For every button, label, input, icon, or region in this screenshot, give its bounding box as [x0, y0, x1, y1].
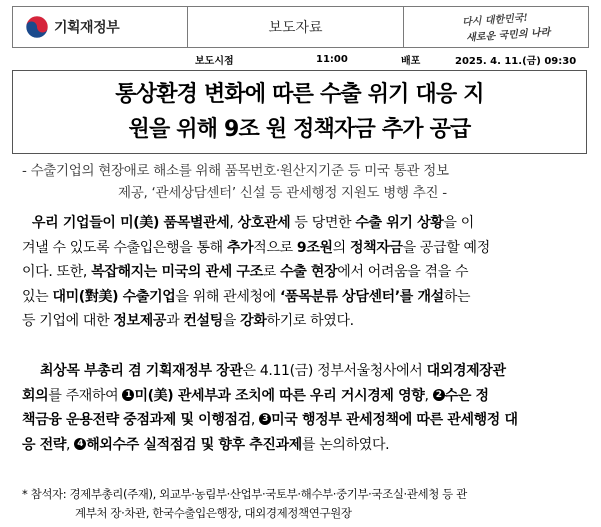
- bold-text-run: 정보제공: [113, 313, 167, 329]
- bold-text-run: 상호관세: [237, 215, 291, 231]
- text-run: 에서 어려움을 겪을 수: [337, 264, 469, 280]
- text-run: 의: [332, 239, 350, 256]
- lead-paragraph: [22, 211, 592, 334]
- bold-text-run: 우리 기업들이 미(美) 품목별관세: [32, 215, 230, 231]
- text-run: ,: [424, 387, 433, 404]
- text-run: 적으로: [253, 239, 297, 256]
- bold-text-run: 수출 현장: [280, 264, 338, 280]
- text-run: 이다. 또한,: [22, 264, 92, 280]
- text-run: 을: [222, 313, 241, 329]
- circled-number-4: 4: [74, 438, 86, 450]
- paragraph-line: [22, 285, 592, 310]
- bold-text-run: 정책자금: [349, 239, 403, 256]
- circled-number-2: 2: [433, 389, 445, 401]
- attendees-note: [22, 485, 592, 523]
- paragraph-line: [22, 309, 592, 334]
- text-run: 과: [166, 313, 184, 329]
- circled-number-1: 1: [122, 389, 134, 401]
- distribution-date: 2025. 4. 11.(금) 09:30: [455, 55, 577, 67]
- ministry-name: 기획재정부: [54, 20, 120, 36]
- ministry-logo: [13, 7, 188, 47]
- bold-text-run: 미(美) 관세부과 조치에 따른 우리 거시경제 영향: [134, 387, 425, 404]
- document-type: 보도자료: [188, 7, 404, 47]
- text-run: 을 이: [443, 215, 474, 231]
- text-run: ,: [66, 436, 75, 453]
- text-run: 을 위해 관세청에: [175, 288, 280, 305]
- press-release-header: [12, 6, 589, 48]
- text-run: 은 4.11(금) 정부서울청사에서: [242, 363, 427, 379]
- release-time-value: 11:00: [316, 53, 348, 65]
- text-run: ,: [229, 215, 238, 231]
- text-run: 하기로 하였다.: [266, 313, 354, 329]
- bold-text-run: 응 전략: [22, 436, 67, 453]
- paragraph-line: [22, 384, 592, 409]
- text-run: 있는: [22, 288, 53, 305]
- slogan-line-1: 다시 대한민국!: [461, 12, 529, 29]
- text-run: 을 공급할 예정: [402, 239, 490, 256]
- bold-text-run: 추가: [226, 239, 254, 256]
- headline-line-1: 통상환경 변화에 따른 수출 위기 대응 지: [115, 82, 484, 107]
- paragraph-line: [22, 260, 592, 285]
- text-run: 로: [262, 264, 281, 280]
- attendees-note-line-1: * 참석자: 경제부총리(주재), 외교부·농림부·산업부·국토부·해수부·중기부·국조실·관세청 등 관: [22, 487, 467, 501]
- bold-text-run: ‘품목분류 상담센터’를 개설: [279, 288, 444, 305]
- text-run: ,: [250, 412, 260, 428]
- paragraph-line: [22, 433, 592, 458]
- headline-line-2: 원을 위해 9조 원 정책자금 추가 공급: [128, 117, 471, 142]
- bold-text-run: 수출 위기 상황: [355, 215, 444, 231]
- meeting-paragraph: [22, 359, 592, 457]
- release-info-row: [12, 50, 587, 68]
- bold-text-run: 강화: [240, 313, 267, 329]
- circled-number-3: 3: [259, 413, 271, 425]
- text-run: 하는: [443, 288, 471, 305]
- bold-text-run: 최상목 부총리 겸 기획재정부 장관: [40, 363, 243, 379]
- slogan-logo: [404, 7, 588, 47]
- headline-box: [12, 70, 587, 154]
- subheadline-line-2: 제공, ‘관세상담센터’ 신설 등 관세행정 지원도 병행 추진 -: [118, 185, 447, 201]
- paragraph-line: [22, 408, 592, 433]
- text-run: 등 당면한: [290, 215, 356, 231]
- bold-text-run: 대미(對美) 수출기업: [52, 288, 176, 305]
- text-run: 등 기업에 대한: [22, 313, 114, 329]
- text-run: 겨낼 수 있도록 수출입은행을 통해: [22, 239, 227, 256]
- slogan-line-2: 새로운 국민의 나라: [465, 27, 551, 44]
- bold-text-run: 대외경제장관: [426, 363, 506, 379]
- subheadline-line-1: - 수출기업의 현장애로 해소를 위해 품목번호·원산지기준 등 미국 통관 정보: [22, 163, 449, 179]
- bold-text-run: 해외수주 실적점검 및 향후 추진과제: [86, 436, 302, 453]
- bold-text-run: 회의: [22, 387, 49, 404]
- bold-text-run: 9조원: [296, 239, 333, 256]
- paragraph-line: [22, 236, 592, 261]
- text-run: 를 논의하였다.: [301, 436, 390, 453]
- bold-text-run: 컨설팅: [183, 313, 223, 329]
- attendees-note-line-2: 계부처 장·차관, 한국수출입은행장, 대외경제정책연구원장: [75, 506, 352, 520]
- bold-text-run: 복잡해지는 미국의 관세 구조: [91, 264, 263, 280]
- bold-text-run: 미국 행정부 관세정책에 따른 관세행정 대: [271, 412, 518, 428]
- paragraph-line: [22, 359, 592, 384]
- subheadline: [22, 160, 587, 204]
- bold-text-run: 수은 정: [444, 387, 489, 404]
- distribution-label: 배포: [401, 55, 421, 67]
- paragraph-line: [22, 211, 592, 236]
- taegeuk-emblem-icon: [25, 15, 49, 39]
- release-time-label: 보도시점: [195, 55, 234, 67]
- text-run: 를 주재하여: [48, 387, 123, 404]
- bold-text-run: 책금융 운용전략 중점과제 및 이행점검: [22, 412, 251, 428]
